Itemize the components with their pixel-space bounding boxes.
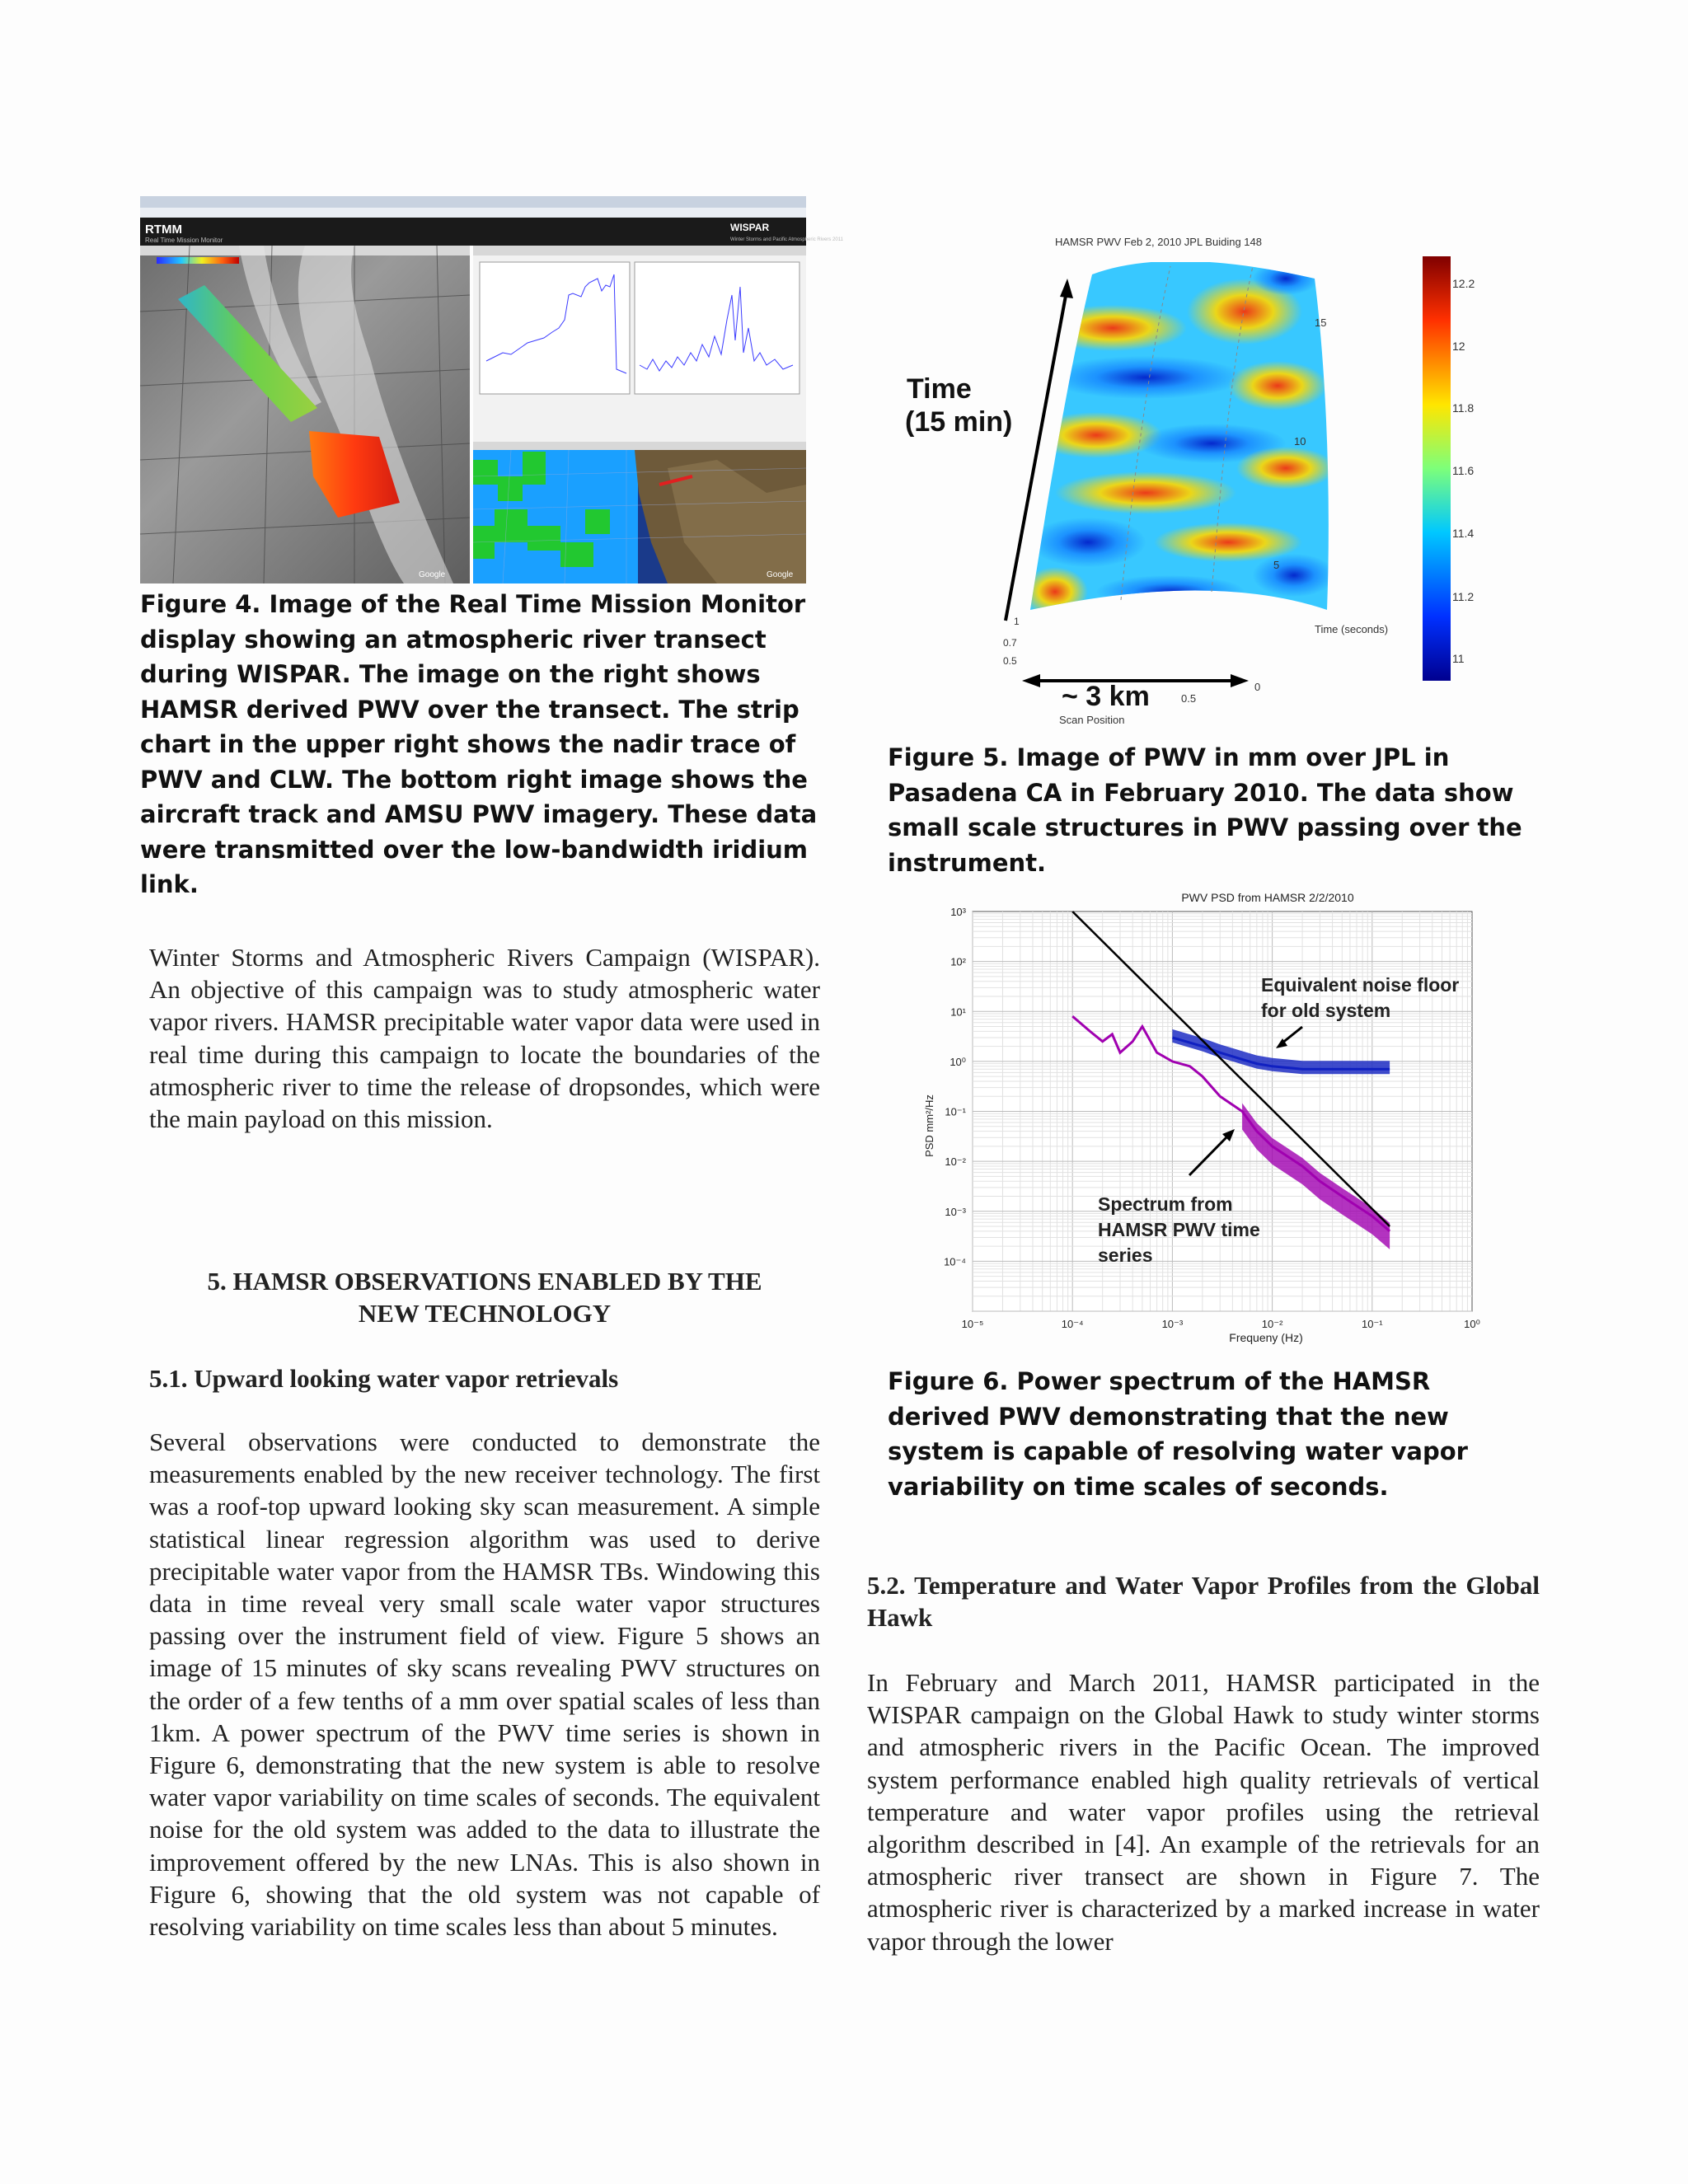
y-tick-label: 10³	[950, 906, 966, 918]
annotation-spectrum: Spectrum from HAMSR PWV time series	[1098, 1193, 1260, 1266]
y-tick-label: 10¹	[950, 1005, 966, 1019]
time-axis-label: Time (seconds)	[1315, 623, 1389, 635]
app-title: RTMM	[145, 223, 182, 237]
x-tick-label: 10⁻²	[1261, 1318, 1283, 1330]
section-5-2-heading: 5.2. Temperature and Water Vapor Profiles from the Global Hawk	[867, 1571, 1540, 1632]
time-label-line-2: (15 min)	[905, 406, 1013, 438]
x-tick-label: 10⁰	[1464, 1318, 1480, 1330]
x-tick-label: 10⁻¹	[1361, 1318, 1383, 1330]
scan-tick-0-5: 0.5	[1181, 692, 1197, 705]
x-tick-label: 10⁻⁵	[961, 1318, 984, 1330]
colorbar-tick: 11	[1452, 652, 1465, 665]
y-tick-label: 10⁻⁴	[944, 1255, 966, 1268]
colorbar-tick-labels	[1452, 256, 1502, 685]
colorbar-tick: 11.4	[1452, 527, 1475, 540]
section-5-heading	[149, 1265, 820, 1329]
small-tick-1: 1	[1014, 616, 1020, 627]
section-5-1-heading: 5.1. Upward looking water vapor retrievals	[149, 1364, 619, 1393]
figure-6-caption: Figure 6. Power spectrum of the HAMSR derived PWV demonstrating that the new system is capable of resolving water vapor variability on time scales of seconds.	[888, 1367, 1468, 1501]
psd-plot	[915, 887, 1492, 1348]
figure-5-caption: Figure 5. Image of PWV in mm over JPL in Pasadena CA in February 2010. The data show small scale structures in PWV passing over the instrument.	[888, 743, 1522, 877]
small-tick-0-5: 0.5	[1003, 655, 1017, 667]
chart-title: PWV PSD from HAMSR 2/2/2010	[1181, 891, 1354, 904]
y-axis-label: PSD mm²/Hz	[923, 1094, 935, 1157]
section-5-intro-paragraph: Winter Storms and Atmospheric Rivers Campaign (WISPAR). An objective of this campaign was to study atmospheric water vapor rivers. HAMSR precipitable water vapor data were used in real time during this campaign to locate the boundaries of the atmospheric river to time the release of dropsondes, which were the main payload on this mission.	[149, 943, 820, 1134]
section-5-heading-line-1: 5. HAMSR OBSERVATIONS ENABLED BY THE	[207, 1267, 762, 1296]
scan-position-axis: Scan Position	[1059, 714, 1125, 726]
time-tick-10: 10	[1294, 435, 1306, 448]
colorbar-tick: 12.2	[1452, 277, 1475, 290]
time-tick-15: 15	[1315, 316, 1327, 329]
y-tick-label: 10⁻²	[945, 1155, 966, 1169]
x-axis-label: Frequeny (Hz)	[1229, 1331, 1303, 1344]
pwv-scan-plot	[898, 229, 1459, 729]
colorbar-tick: 11.2	[1452, 590, 1475, 603]
small-tick-0-7: 0.7	[1003, 637, 1017, 649]
x-tick-label: 10⁻⁴	[1061, 1318, 1084, 1330]
km-label: ~ 3 km	[1062, 681, 1150, 712]
section-5-2-paragraph: In February and March 2011, HAMSR participated in the WISPAR campaign on the Global Hawk to study winter storms and atmospheric rivers in the Pacific Ocean. The improved system performance enabled high quality retrievals of vertical temperature and water vapor profiles using the retrieval algorithm described in [4]. An example of the retrievals for an atmospheric river transect are shown in Figure 7. The atmospheric river is characterized by a marked increase in water vapor through the lower	[867, 1668, 1540, 1956]
y-tick-label: 10²	[950, 955, 966, 968]
mission-subtitle: Winter Storms and Pacific Atmospheric Rivers 2011	[730, 237, 843, 242]
annotation-noise-floor: Equivalent noise floor for old system	[1261, 974, 1460, 1021]
figure-6-chart	[915, 887, 1492, 1348]
mission-title: WISPAR	[730, 222, 770, 233]
figure-5-title: HAMSR PWV Feb 2, 2010 JPL Buiding 148	[1055, 236, 1262, 248]
map-credit-right: Google	[767, 570, 794, 579]
colorbar-tick: 11.8	[1452, 401, 1475, 415]
y-tick-label: 10⁻¹	[945, 1105, 966, 1118]
scan-tick-0: 0	[1254, 681, 1261, 693]
rtmm-screenshot	[140, 196, 843, 583]
figure-4-image	[140, 196, 843, 583]
app-subtitle: Real Time Mission Monitor	[145, 237, 223, 244]
colorbar-tick: 11.6	[1452, 464, 1475, 477]
pwv-colorbar	[1423, 256, 1451, 681]
map-credit-left: Google	[419, 570, 446, 579]
colorbar-tick: 12	[1452, 340, 1465, 353]
section-5-1-paragraph: Several observations were conducted to demonstrate the measurements enabled by the new receiver technology. The first was a roof-top upward looking sky scan measurement. A simple statistical linear regression algorithm was used to derive precipitable water vapor from the HAMSR TBs. Windowing this data in time reveal very small scale water vapor structures passing over the instrument field of view. Figure 5 shows an image of 15 minutes of sky scans revealing PWV structures on the order of a few tenths of a mm over spatial scales of less than 1km. A power spectrum of the PWV time series is shown in Figure 6, demonstrating that the new system is able to resolve water vapor variability on time scales of seconds. The equivalent noise for the old system was added to the data to illustrate the improvement offered by the new LNAs. This is also shown in Figure 6, showing that the old system was not capable of resolving variability on time scales less than about 5 minutes.	[149, 1427, 820, 1942]
section-5-heading-line-2: NEW TECHNOLOGY	[358, 1299, 612, 1328]
time-label-line-1: Time	[907, 373, 972, 405]
map-color-scale	[157, 257, 239, 264]
figure-4-caption: Figure 4. Image of the Real Time Mission Monitor display showing an atmospheric river transect during WISPAR. The image on the right shows HAMSR derived PWV over the transect. The strip chart in the upper right shows the nadir trace of PWV and CLW. The bottom right image shows the aircraft track and AMSU PWV imagery. These data were transmitted over the low-bandwidth iridium link.	[140, 590, 818, 898]
time-tick-5: 5	[1273, 559, 1280, 571]
y-tick-label: 10⁻³	[945, 1205, 966, 1218]
figure-5-image	[898, 229, 1459, 729]
pwv-fan-surface	[1022, 262, 1335, 616]
x-tick-label: 10⁻³	[1161, 1318, 1184, 1330]
y-tick-label: 10⁰	[950, 1055, 966, 1068]
